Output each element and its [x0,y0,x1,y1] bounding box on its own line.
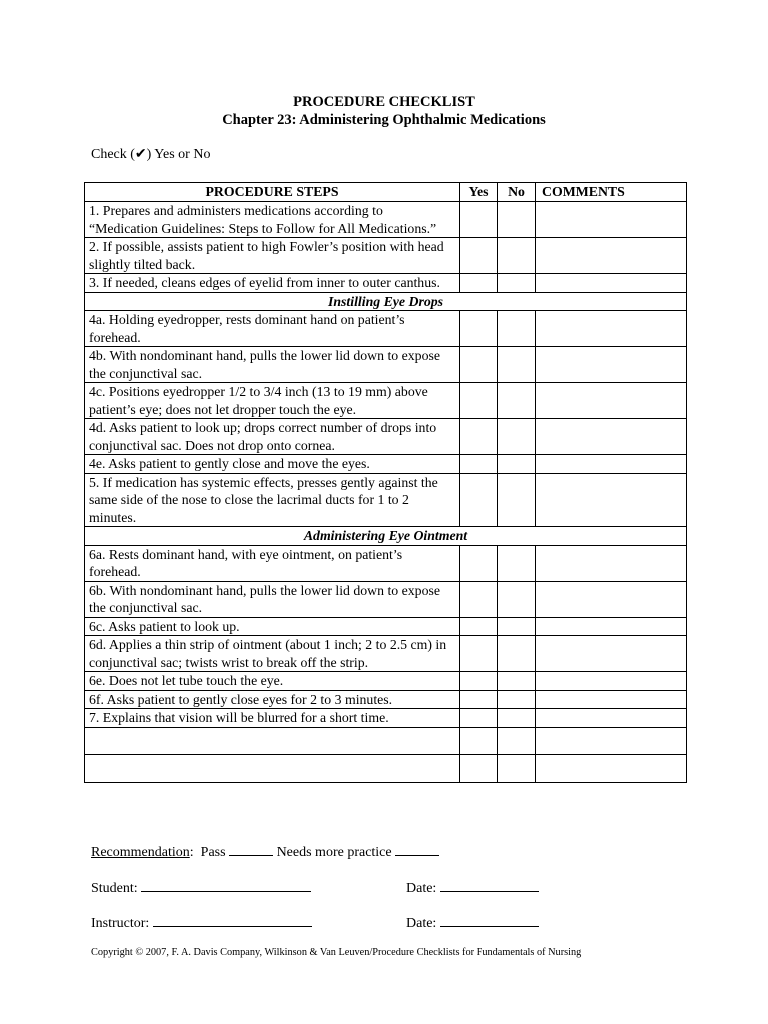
table-header-row [85,183,687,202]
table-row [85,311,687,347]
no-checkbox-cell[interactable] [498,238,536,274]
yes-checkbox-cell[interactable] [460,545,498,581]
no-checkbox-cell[interactable] [498,672,536,691]
yes-checkbox-cell[interactable] [460,202,498,238]
blank-row [85,755,687,783]
step-text: 4a. Holding eyedropper, rests dominant hand on patient’s forehead. [85,311,460,347]
section-title: Instilling Eye Drops [85,292,687,311]
no-checkbox-cell[interactable] [498,545,536,581]
no-checkbox-cell[interactable] [498,383,536,419]
pass-label: Pass [200,845,226,860]
student-line [91,877,311,898]
no-checkbox-cell[interactable] [498,709,536,728]
step-text: 6b. With nondominant hand, pulls the lower lid down to expose the conjunctival sac. [85,581,460,617]
yes-checkbox-cell[interactable] [460,727,498,755]
table-row [85,473,687,527]
header-no: No [498,183,536,202]
step-text: 4c. Positions eyedropper 1/2 to 3/4 inch (13 to 19 mm) above patient’s eye; does not let dropper touch the eye. [85,383,460,419]
header-procedure-steps: PROCEDURE STEPS [85,183,460,202]
yes-checkbox-cell[interactable] [460,311,498,347]
procedure-checklist-table [84,182,687,783]
step-text [85,727,460,755]
yes-checkbox-cell[interactable] [460,419,498,455]
comments-cell[interactable] [536,202,687,238]
copyright-notice: Copyright © 2007, F. A. Davis Company, Wilkinson & Van Leuven/Procedure Checklists for Fundamentals of Nursing [91,947,582,958]
pass-blank-field[interactable] [229,841,273,856]
recommendation-line [91,841,439,862]
step-text: 6f. Asks patient to gently close eyes for 2 to 3 minutes. [85,690,460,709]
table-row [85,383,687,419]
no-checkbox-cell[interactable] [498,274,536,293]
step-text: 4e. Asks patient to gently close and move the eyes. [85,455,460,474]
instructor-date-line [406,912,539,933]
table-row [85,545,687,581]
table-row [85,347,687,383]
no-checkbox-cell[interactable] [498,311,536,347]
check-instruction: Check (✔) Yes or No [91,147,211,162]
comments-cell[interactable] [536,617,687,636]
yes-checkbox-cell[interactable] [460,473,498,527]
section-header-row [85,527,687,546]
step-text: 4b. With nondominant hand, pulls the lower lid down to expose the conjunctival sac. [85,347,460,383]
yes-checkbox-cell[interactable] [460,755,498,783]
table-row [85,617,687,636]
no-checkbox-cell[interactable] [498,690,536,709]
step-text: 2. If possible, assists patient to high Fowler’s position with head slightly tilted back. [85,238,460,274]
no-checkbox-cell[interactable] [498,419,536,455]
yes-checkbox-cell[interactable] [460,581,498,617]
no-checkbox-cell[interactable] [498,455,536,474]
no-checkbox-cell[interactable] [498,617,536,636]
comments-cell[interactable] [536,419,687,455]
comments-cell[interactable] [536,727,687,755]
section-title: Administering Eye Ointment [85,527,687,546]
table-row [85,455,687,474]
step-text: 6d. Applies a thin strip of ointment (about 1 inch; 2 to 2.5 cm) in conjunctival sac; twists wrist to break off the strip. [85,636,460,672]
step-text: 6c. Asks patient to look up. [85,617,460,636]
yes-checkbox-cell[interactable] [460,617,498,636]
yes-checkbox-cell[interactable] [460,274,498,293]
table-row [85,274,687,293]
comments-cell[interactable] [536,709,687,728]
blank-row [85,727,687,755]
comments-cell[interactable] [536,636,687,672]
table-row [85,581,687,617]
yes-checkbox-cell[interactable] [460,238,498,274]
comments-cell[interactable] [536,238,687,274]
comments-cell[interactable] [536,383,687,419]
date-label: Date: [406,916,437,931]
table-row [85,672,687,691]
table-row [85,709,687,728]
step-text [85,755,460,783]
comments-cell[interactable] [536,755,687,783]
needs-practice-blank-field[interactable] [395,841,439,856]
comments-cell[interactable] [536,473,687,527]
instructor-date-blank-field[interactable] [440,912,539,927]
table-row [85,238,687,274]
yes-checkbox-cell[interactable] [460,383,498,419]
yes-checkbox-cell[interactable] [460,690,498,709]
yes-checkbox-cell[interactable] [460,672,498,691]
section-header-row [85,292,687,311]
yes-checkbox-cell[interactable] [460,455,498,474]
step-text: 6e. Does not let tube touch the eye. [85,672,460,691]
instructor-line [91,912,312,933]
recommendation-colon: : [189,845,194,860]
table-row [85,419,687,455]
no-checkbox-cell[interactable] [498,581,536,617]
step-text: 5. If medication has systemic effects, presses gently against the same side of the nose to close the lacrimal ducts for 1 to 2 minutes. [85,473,460,527]
step-text: 6a. Rests dominant hand, with eye ointment, on patient’s forehead. [85,545,460,581]
step-text: 7. Explains that vision will be blurred for a short time. [85,709,460,728]
comments-cell[interactable] [536,311,687,347]
header-yes: Yes [460,183,498,202]
page-title: PROCEDURE CHECKLIST [293,94,475,110]
chapter-subtitle: Chapter 23: Administering Ophthalmic Medications [222,112,546,128]
comments-cell[interactable] [536,690,687,709]
table-row [85,690,687,709]
instructor-blank-field[interactable] [153,912,312,927]
step-text: 3. If needed, cleans edges of eyelid from inner to outer canthus. [85,274,460,293]
no-checkbox-cell[interactable] [498,473,536,527]
student-label: Student: [91,881,138,896]
comments-cell[interactable] [536,545,687,581]
yes-checkbox-cell[interactable] [460,347,498,383]
comments-cell[interactable] [536,347,687,383]
yes-checkbox-cell[interactable] [460,636,498,672]
comments-cell[interactable] [536,274,687,293]
student-date-blank-field[interactable] [440,877,539,892]
table-row [85,636,687,672]
no-checkbox-cell[interactable] [498,755,536,783]
step-text: 1. Prepares and administers medications according to “Medication Guidelines: Steps to Follow for All Medications.” [85,202,460,238]
needs-practice-label: Needs more practice [276,845,392,860]
date-label: Date: [406,881,437,896]
header-comments: COMMENTS [536,183,687,202]
no-checkbox-cell[interactable] [498,347,536,383]
student-blank-field[interactable] [141,877,311,892]
instructor-label: Instructor: [91,916,150,931]
yes-checkbox-cell[interactable] [460,709,498,728]
comments-cell[interactable] [536,672,687,691]
no-checkbox-cell[interactable] [498,202,536,238]
no-checkbox-cell[interactable] [498,727,536,755]
table-row [85,202,687,238]
recommendation-label: Recommendation [91,845,190,860]
student-date-line [406,877,539,898]
step-text: 4d. Asks patient to look up; drops correct number of drops into conjunctival sac. Does not drop onto cornea. [85,419,460,455]
comments-cell[interactable] [536,455,687,474]
comments-cell[interactable] [536,581,687,617]
no-checkbox-cell[interactable] [498,636,536,672]
